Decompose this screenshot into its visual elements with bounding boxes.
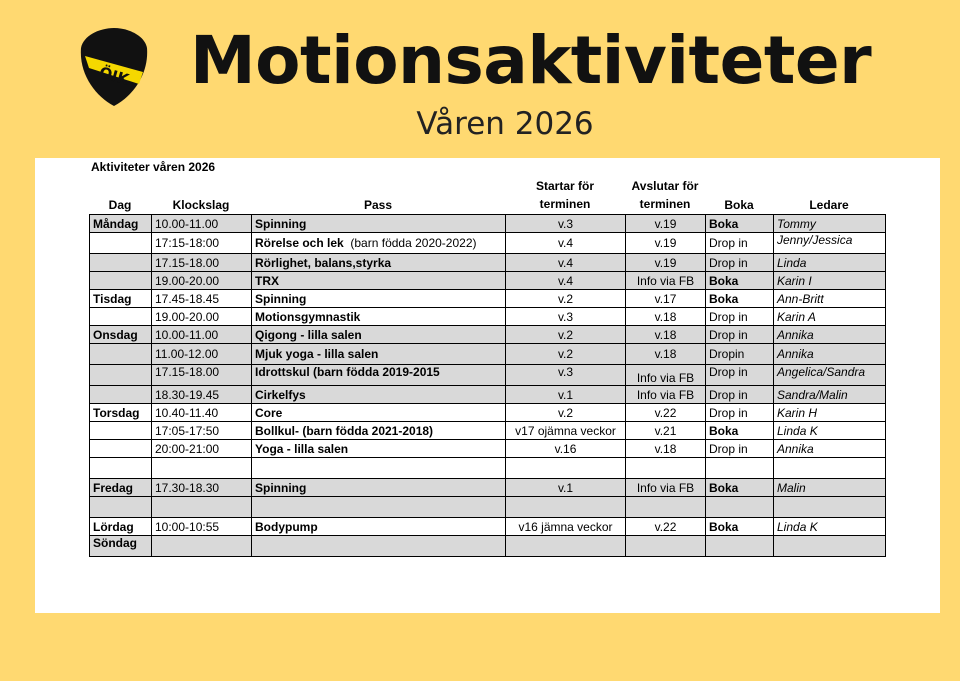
cell-start: v.4 — [506, 272, 626, 290]
cell-slut: v.22 — [626, 518, 706, 536]
header-dag: Dag — [108, 198, 132, 212]
cell-start: v.2 — [506, 290, 626, 308]
cell-slut — [626, 497, 706, 518]
table-row — [90, 308, 886, 326]
cell-start: v.2 — [506, 326, 626, 344]
header-boka: Boka — [724, 198, 754, 212]
cell-tid: 18.30-19.45 — [152, 386, 252, 404]
cell-ledare: Karin A — [774, 308, 886, 326]
cell-tid — [152, 497, 252, 518]
cell-pass: Spinning — [252, 479, 506, 497]
table-row — [90, 518, 886, 536]
cell-slut: Info via FB — [626, 479, 706, 497]
cell-pass: Bodypump — [252, 518, 506, 536]
cell-tid — [152, 458, 252, 479]
cell-slut: v.22 — [626, 404, 706, 422]
header-startar-line1: Startar för — [535, 179, 594, 193]
cell-tid: 20:00-21:00 — [152, 440, 252, 458]
cell-pass: Mjuk yoga - lilla salen — [252, 344, 506, 365]
cell-tid: 17.15-18.00 — [152, 365, 252, 386]
cell-tid: 11.00-12.00 — [152, 344, 252, 365]
cell-boka: Drop in — [706, 404, 774, 422]
cell-dag — [90, 497, 152, 518]
cell-boka: Boka — [706, 290, 774, 308]
cell-dag: Söndag — [90, 536, 152, 557]
header-avslutar-line2: terminen — [639, 197, 691, 211]
cell-start: v.1 — [506, 386, 626, 404]
cell-tid: 19.00-20.00 — [152, 308, 252, 326]
pass-name: Rörelse och lek — [255, 236, 344, 250]
cell-tid: 19.00-20.00 — [152, 272, 252, 290]
cell-dag — [90, 422, 152, 440]
page-title: Motionsaktiviteter — [190, 22, 872, 99]
cell-tid: 10:00-10:55 — [152, 518, 252, 536]
cell-pass: Motionsgymnastik — [252, 308, 506, 326]
header-avslutar — [625, 177, 705, 213]
cell-ledare: Karin H — [774, 404, 886, 422]
cell-dag — [90, 458, 152, 479]
cell-boka: Boka — [706, 479, 774, 497]
cell-slut: v.18 — [626, 344, 706, 365]
cell-boka: Boka — [706, 422, 774, 440]
header-startar — [505, 177, 625, 213]
cell-pass: Yoga - lilla salen — [252, 440, 506, 458]
cell-slut: v.18 — [626, 440, 706, 458]
cell-ledare: Tommy — [774, 215, 886, 233]
cell-pass: Rörlighet, balans,styrka — [252, 254, 506, 272]
cell-pass: TRX — [252, 272, 506, 290]
pass-note: (barn födda 2020-2022) — [350, 236, 477, 250]
cell-dag — [90, 233, 152, 254]
cell-ledare: Annika — [774, 440, 886, 458]
cell-boka: Drop in — [706, 326, 774, 344]
cell-boka: Boka — [706, 272, 774, 290]
cell-boka — [706, 536, 774, 557]
cell-start: v.2 — [506, 344, 626, 365]
table-row — [90, 458, 886, 479]
cell-dag: Onsdag — [90, 326, 152, 344]
cell-dag: Fredag — [90, 479, 152, 497]
cell-boka: Drop in — [706, 365, 774, 386]
cell-pass: Qigong - lilla salen — [252, 326, 506, 344]
table-row — [90, 233, 886, 254]
cell-slut: v.19 — [626, 254, 706, 272]
cell-tid: 17.45-18.45 — [152, 290, 252, 308]
cell-start: v17 ojämna veckor — [506, 422, 626, 440]
cell-ledare: Annika — [774, 344, 886, 365]
table-row — [90, 272, 886, 290]
cell-pass — [252, 233, 506, 254]
cell-tid: 17:05-17:50 — [152, 422, 252, 440]
cell-ledare: Malin — [774, 479, 886, 497]
cell-ledare: Angelica/Sandra — [774, 365, 886, 386]
table-row — [90, 386, 886, 404]
header-klockslag: Klockslag — [172, 198, 230, 212]
table-row — [90, 365, 886, 386]
cell-boka: Boka — [706, 215, 774, 233]
cell-dag: Torsdag — [90, 404, 152, 422]
cell-boka: Drop in — [706, 308, 774, 326]
cell-slut — [626, 536, 706, 557]
cell-ledare — [774, 536, 886, 557]
table-row — [90, 215, 886, 233]
cell-tid: 10.00-11.00 — [152, 215, 252, 233]
header-ledare: Ledare — [809, 198, 849, 212]
cell-tid: 17.30-18.30 — [152, 479, 252, 497]
cell-slut: v.21 — [626, 422, 706, 440]
cell-dag: Måndag — [90, 215, 152, 233]
cell-pass: Idrottskul (barn födda 2019-2015 — [252, 365, 506, 386]
cell-dag — [90, 386, 152, 404]
cell-slut: Info via FB — [626, 386, 706, 404]
cell-slut: v.18 — [626, 308, 706, 326]
cell-start: v.3 — [506, 365, 626, 386]
table-row — [90, 422, 886, 440]
cell-slut: Info via FB — [626, 272, 706, 290]
cell-tid — [152, 536, 252, 557]
header-pass: Pass — [363, 198, 393, 212]
cell-ledare: Sandra/Malin — [774, 386, 886, 404]
schedule-table — [89, 214, 886, 557]
table-row — [90, 290, 886, 308]
cell-slut — [626, 458, 706, 479]
cell-tid: 17:15-18:00 — [152, 233, 252, 254]
cell-start: v.2 — [506, 404, 626, 422]
cell-ledare — [774, 497, 886, 518]
cell-slut: v.19 — [626, 233, 706, 254]
cell-boka — [706, 458, 774, 479]
table-row — [90, 326, 886, 344]
sheet-caption: Aktiviteter våren 2026 — [91, 160, 216, 174]
cell-dag — [90, 440, 152, 458]
header-avslutar-line1: Avslutar för — [631, 179, 699, 193]
table-row — [90, 536, 886, 557]
cell-tid: 10.40-11.40 — [152, 404, 252, 422]
cell-boka: Drop in — [706, 386, 774, 404]
cell-ledare: Linda — [774, 254, 886, 272]
cell-tid: 17.15-18.00 — [152, 254, 252, 272]
cell-boka: Drop in — [706, 254, 774, 272]
cell-dag — [90, 344, 152, 365]
cell-ledare: Linda K — [774, 422, 886, 440]
cell-pass: Spinning — [252, 215, 506, 233]
cell-start — [506, 458, 626, 479]
cell-boka: Boka — [706, 518, 774, 536]
club-logo — [77, 26, 151, 108]
cell-dag — [90, 254, 152, 272]
cell-tid: 10.00-11.00 — [152, 326, 252, 344]
table-row — [90, 440, 886, 458]
cell-ledare: Karin I — [774, 272, 886, 290]
cell-ledare: Ann-Britt — [774, 290, 886, 308]
cell-dag — [90, 308, 152, 326]
cell-boka — [706, 497, 774, 518]
cell-pass — [252, 536, 506, 557]
page-subtitle: Våren 2026 — [416, 106, 594, 142]
cell-slut: Info via FB — [626, 365, 706, 386]
cell-dag — [90, 365, 152, 386]
header-startar-line2: terminen — [539, 197, 591, 211]
cell-start: v16 jämna veckor — [506, 518, 626, 536]
cell-start — [506, 497, 626, 518]
cell-pass — [252, 497, 506, 518]
cell-dag: Lördag — [90, 518, 152, 536]
cell-pass — [252, 458, 506, 479]
table-row — [90, 254, 886, 272]
cell-start — [506, 536, 626, 557]
cell-pass: Bollkul- (barn födda 2021-2018) — [252, 422, 506, 440]
cell-pass: Core — [252, 404, 506, 422]
cell-pass: Spinning — [252, 290, 506, 308]
cell-start: v.16 — [506, 440, 626, 458]
cell-ledare: Annika — [774, 326, 886, 344]
cell-slut: v.19 — [626, 215, 706, 233]
cell-start: v.3 — [506, 308, 626, 326]
cell-boka: Dropin — [706, 344, 774, 365]
cell-dag — [90, 272, 152, 290]
cell-start: v.4 — [506, 233, 626, 254]
cell-dag: Tisdag — [90, 290, 152, 308]
cell-start: v.3 — [506, 215, 626, 233]
cell-slut: v.18 — [626, 326, 706, 344]
table-row — [90, 344, 886, 365]
table-row — [90, 497, 886, 518]
cell-ledare: Jenny/Jessica — [774, 233, 886, 254]
cell-ledare: Linda K — [774, 518, 886, 536]
table-row — [90, 479, 886, 497]
cell-start: v.4 — [506, 254, 626, 272]
cell-pass: Cirkelfys — [252, 386, 506, 404]
cell-start: v.1 — [506, 479, 626, 497]
cell-boka: Drop in — [706, 233, 774, 254]
logo-text: ÖIK — [97, 63, 131, 89]
cell-slut: v.17 — [626, 290, 706, 308]
table-row — [90, 404, 886, 422]
cell-boka: Drop in — [706, 440, 774, 458]
cell-ledare — [774, 458, 886, 479]
